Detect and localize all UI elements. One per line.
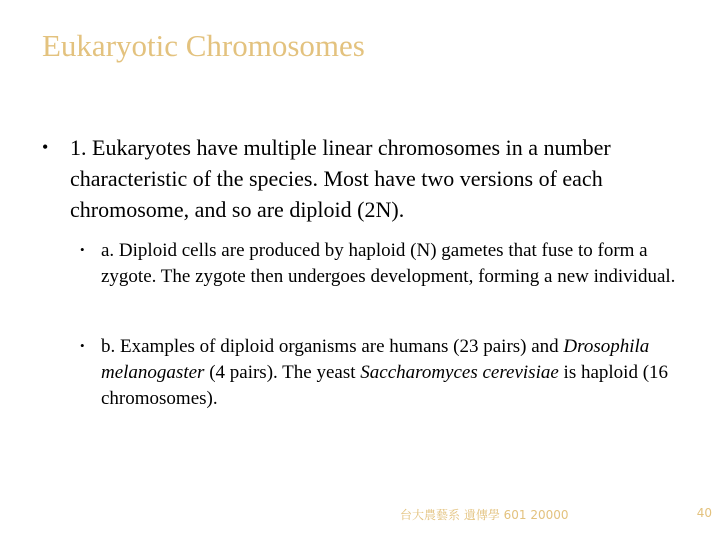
main-bullet-text: 1. Eukaryotes have multiple linear chromosomes in a number characteristic of the species. Most have two versions of each chromosome, and so are diploid (2N). — [70, 135, 611, 222]
species-name-saccharomyces: Saccharomyces cerevisiae — [360, 362, 559, 383]
sub-bullet-b — [80, 334, 691, 412]
sub-bullet-b-text-1: b. Examples of diploid organisms are humans (23 pairs) and — [101, 336, 564, 357]
slide-title: Eukaryotic Chromosomes — [42, 28, 365, 63]
sub-bullet-a — [80, 238, 691, 290]
species-name-drosophila: Drosophila melanogaster — [101, 336, 650, 383]
sub-bullet-b-text-2: (4 pairs). The yeast — [204, 362, 361, 383]
bullet-marker: • — [80, 242, 85, 257]
bullet-marker: • — [42, 137, 49, 157]
sub-bullet-a-text: a. Diploid cells are produced by haploid (N) gametes that fuse to form a zygote. The zygote then undergoes development, forming a new individual. — [101, 240, 676, 287]
footer-text: 台大農藝系 遺傳學 601 20000 — [400, 508, 569, 522]
bullet-marker: • — [80, 338, 85, 353]
page-number: 40 — [696, 506, 712, 520]
main-bullet — [42, 132, 670, 225]
sub-bullet-b-text-3: is haploid (16 chromosomes). — [101, 362, 669, 409]
